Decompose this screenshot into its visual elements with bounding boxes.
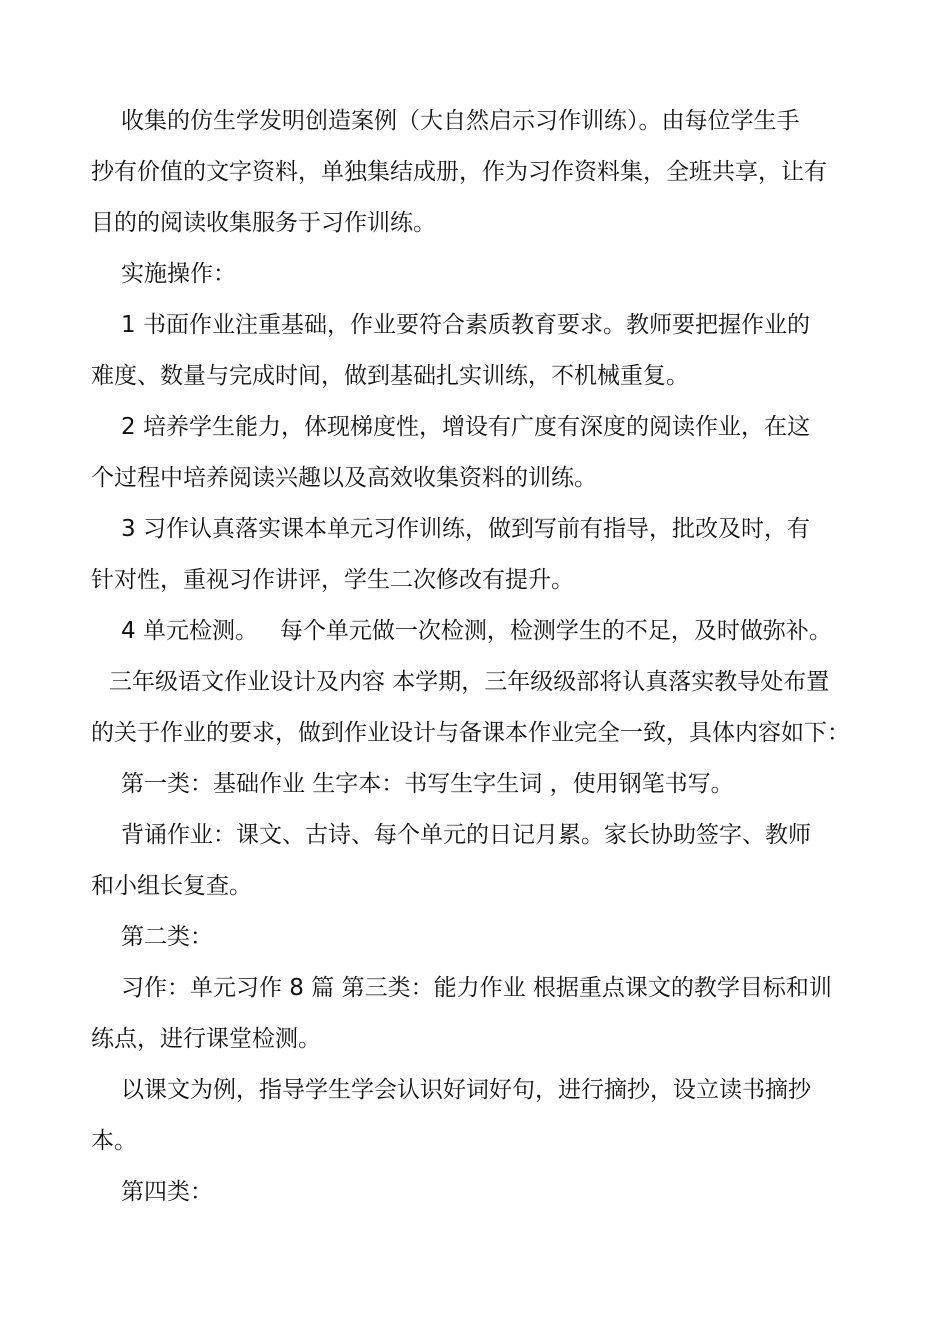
text-line: 的关于作业的要求，做到作业设计与备课本作业完全一致，具体内容如下： bbox=[91, 720, 850, 746]
text-line: 本。 bbox=[91, 1128, 137, 1154]
text-line: 1 书面作业注重基础，作业要符合素质教育要求。教师要把握作业的 bbox=[121, 312, 810, 338]
text-line: 收集的仿生学发明创造案例（大自然启示习作训练）。由每位学生手 bbox=[121, 108, 800, 134]
text-line: 以课文为例，指导学生学会认识好词好句，进行摘抄，设立读书摘抄 bbox=[121, 1077, 811, 1103]
text-line: 三年级语文作业设计及内容 本学期，三年级级部将认真落实教导处布置 bbox=[109, 669, 830, 695]
text-line: 练点，进行课堂检测。 bbox=[91, 1026, 321, 1052]
text-line: 目的的阅读收集服务于习作训练。 bbox=[91, 210, 436, 236]
section-heading: 第四类： bbox=[121, 1179, 213, 1205]
text-line: 4 单元检测。 每个单元做一次检测，检测学生的不足，及时做弥补。 bbox=[121, 618, 832, 644]
text-line: 背诵作业：课文、古诗、每个单元的日记月累。家长协助签字、教师 bbox=[121, 822, 811, 848]
section-heading: 第二类： bbox=[121, 924, 213, 950]
text-line: 个过程中培养阅读兴趣以及高效收集资料的训练。 bbox=[91, 465, 597, 491]
text-line: 针对性，重视习作讲评，学生二次修改有提升。 bbox=[91, 567, 574, 593]
text-line: 3 习作认真落实课本单元习作训练，做到写前有指导，批改及时，有 bbox=[121, 516, 810, 542]
text-line: 和小组长复查。 bbox=[91, 873, 252, 899]
document-body bbox=[91, 96, 866, 1218]
text-line: 第一类：基础作业 生字本：书写生字生词 ，使用钢笔书写。 bbox=[121, 771, 734, 797]
text-line: 习作：单元习作 8 篇 第三类：能力作业 根据重点课文的教学目标和训 bbox=[121, 975, 832, 1001]
text-line: 抄有价值的文字资料，单独集结成册，作为习作资料集，全班共享，让有 bbox=[91, 159, 827, 185]
text-line: 2 培养学生能力，体现梯度性，增设有广度有深度的阅读作业，在这 bbox=[121, 414, 810, 440]
section-heading: 实施操作： bbox=[121, 261, 236, 287]
text-line: 难度、数量与完成时间，做到基础扎实训练，不机械重复。 bbox=[91, 363, 689, 389]
